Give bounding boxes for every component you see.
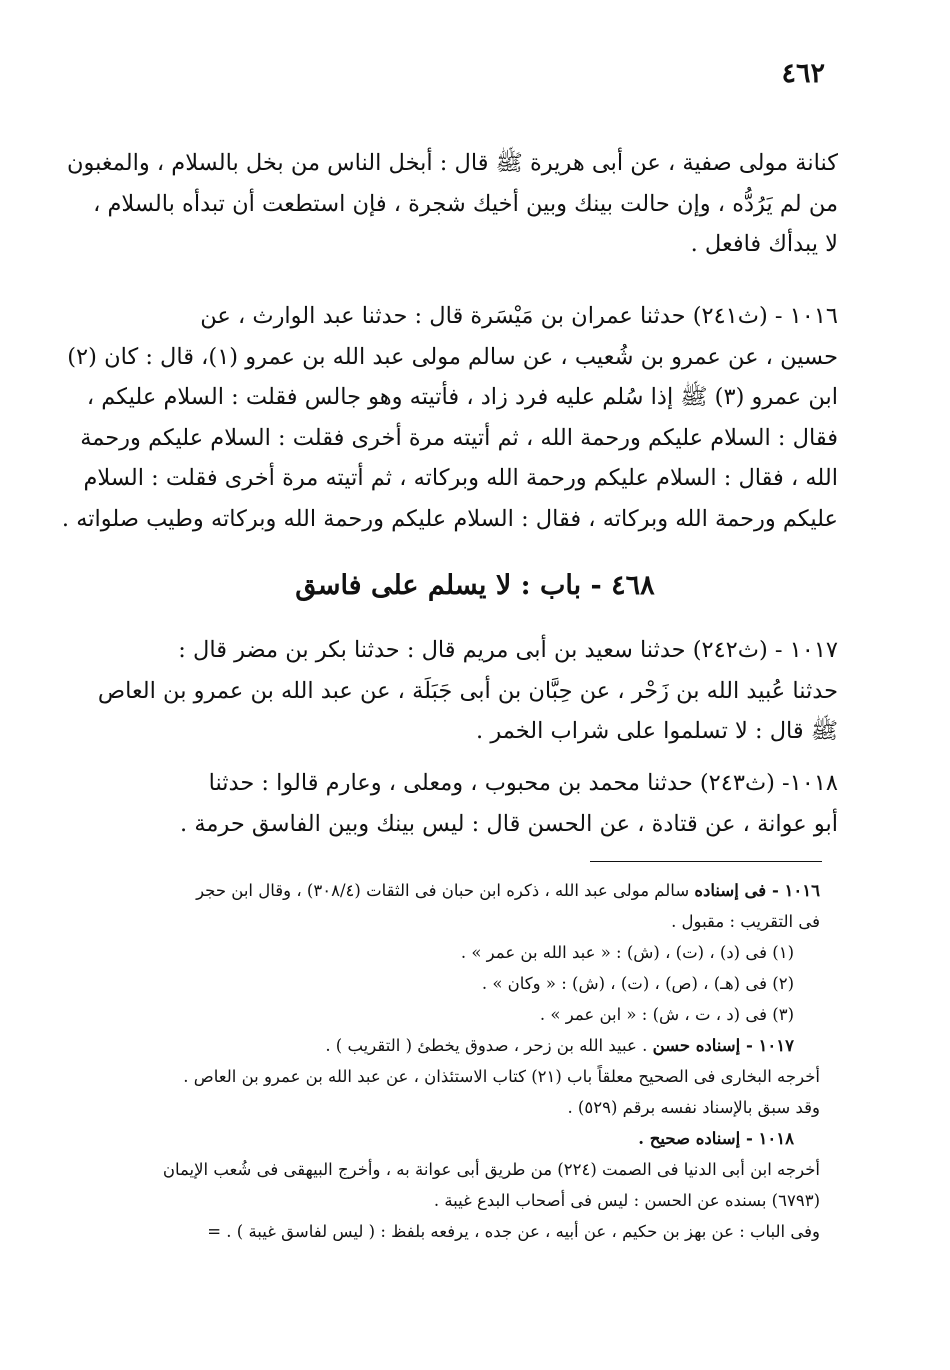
text-line: ١٠١٧ - (ث٢٤٢) حدثنا سعيد بن أبى مريم قال : حدثنا بكر بن مضر قال : — [178, 637, 838, 663]
text-line: من لم يَرُدُّه ، وإن حالت بينك وبين أخيك شجرة ، فإن استطعت أن تبدأه بالسلام ، — [93, 190, 838, 217]
text-line: لا يبدأك فافعل . — [690, 231, 838, 257]
footnote-line: أخرجه البخارى فى الصحيح معلقاً باب (٢١) كتاب الاستئذان ، عن عبد الله بن عمرو بن العاص . — [183, 1067, 820, 1086]
variant-note: (١) فى (د) ، (ت) ، (ش) : « عبد الله بن عمر » . — [460, 943, 794, 962]
text-line: فقال : السلام عليكم ورحمة الله ، ثم أتيته مرة أخرى فقلت : السلام عليكم ورحمة — [80, 424, 838, 451]
footnote-line: وفى الباب : عن بهز بن حكيم ، عن أبيه ، عن جده ، يرفعه بلفظ : ( ليس لفاسق غيبة ) . = — [207, 1222, 820, 1241]
footnote-1017 — [120, 1030, 820, 1061]
variant-note: (٢) فى (هـ) ، (ص) ، (ت) ، (ش) : « وكان » . — [481, 974, 794, 993]
text-line: عليكم ورحمة الله وبركاته ، فقال : السلام عليكم ورحمة الله وبركاته وطيب صلواته . — [61, 505, 838, 532]
text-line: أبو عوانة ، عن قتادة ، عن الحسن قال : ليس بينك وبين الفاسق حرمة . — [180, 810, 838, 837]
footnote-line: فى التقريب : مقبول . — [671, 912, 820, 931]
text-line: الله ، فقال : السلام عليكم ورحمة الله وبركاته ، ثم أتيته مرة أخرى فقلت : السلام — [83, 465, 838, 491]
hadith-1018 — [118, 763, 838, 844]
footnote-1016 — [120, 875, 820, 906]
text-line: حسين ، عن عمرو بن شُعيب ، عن سالم مولى عبد الله بن عمرو (١)، قال : كان (٢) — [67, 343, 838, 370]
footnote-text: سالم مولى عبد الله ، ذكره ابن حبان فى الثقات (٣٠٨/٤) ، وقال ابن حجر — [196, 881, 695, 900]
text-line: كنانة مولى صفية ، عن أبى هريرة ﷺ قال : أبخل الناس من بخل بالسلام ، والمغبون — [66, 150, 838, 176]
page-number: ٤٦٢ — [781, 58, 825, 89]
text-line: ١٠١٨- (ث٢٤٣) حدثنا محمد بن محبوب ، ومعلى ، وعارم قالوا : حدثنا — [208, 770, 838, 796]
footnote-text: . عبيد الله بن زحر ، صدوق يخطئ ( التقريب ) . — [325, 1036, 653, 1055]
footnote-line: وقد سبق بالإسناد نفسه برقم (٥٢٩) . — [567, 1098, 820, 1117]
footnote-line: (٦٧٩٣) بسنده عن الحسن : ليس فى أصحاب البدع غيبة . — [433, 1191, 820, 1210]
hadith-1016 — [61, 296, 838, 539]
footnote-number: ١٠١٦ - فى إسناده — [694, 881, 820, 900]
text-line: حدثنا عُبيد الله بن زَحْر ، عن حِبَّان بن أبى جَبَلَة ، عن عبد الله بن عمرو بن العاص — [97, 677, 838, 704]
footnotes — [120, 875, 820, 1247]
footnote-1018: ١٠١٨ - إسناده صحيح . — [638, 1129, 794, 1148]
paragraph-continuation — [66, 143, 838, 265]
text-line: ﷺ قال : لا تسلموا على شراب الخمر . — [476, 718, 838, 744]
footnote-divider — [590, 861, 822, 862]
hadith-1017 — [97, 630, 838, 752]
chapter-heading: ٤٦٨ - باب : لا يسلم على فاسق — [295, 570, 655, 601]
footnote-line: أخرجه ابن أبى الدنيا فى الصمت (٢٢٤) من طريق أبى عوانة به ، وأخرج البيهقى فى شُعب الإيمان — [162, 1160, 820, 1179]
text-line: ١٠١٦ - (ث٢٤١) حدثنا عمران بن مَيْسَرة قال : حدثنا عبد الوارث ، عن — [200, 303, 838, 329]
footnote-number: ١٠١٧ - إسناده حسن — [652, 1036, 794, 1055]
variant-note: (٣) فى (د ، ت ، ش) : « ابن عمر » . — [539, 1005, 794, 1024]
text-line: ابن عمرو (٣) ﷺ إذا سُلم عليه فرد زاد ، فأتيته وهو جالس فقلت : السلام عليكم ، — [86, 384, 838, 410]
